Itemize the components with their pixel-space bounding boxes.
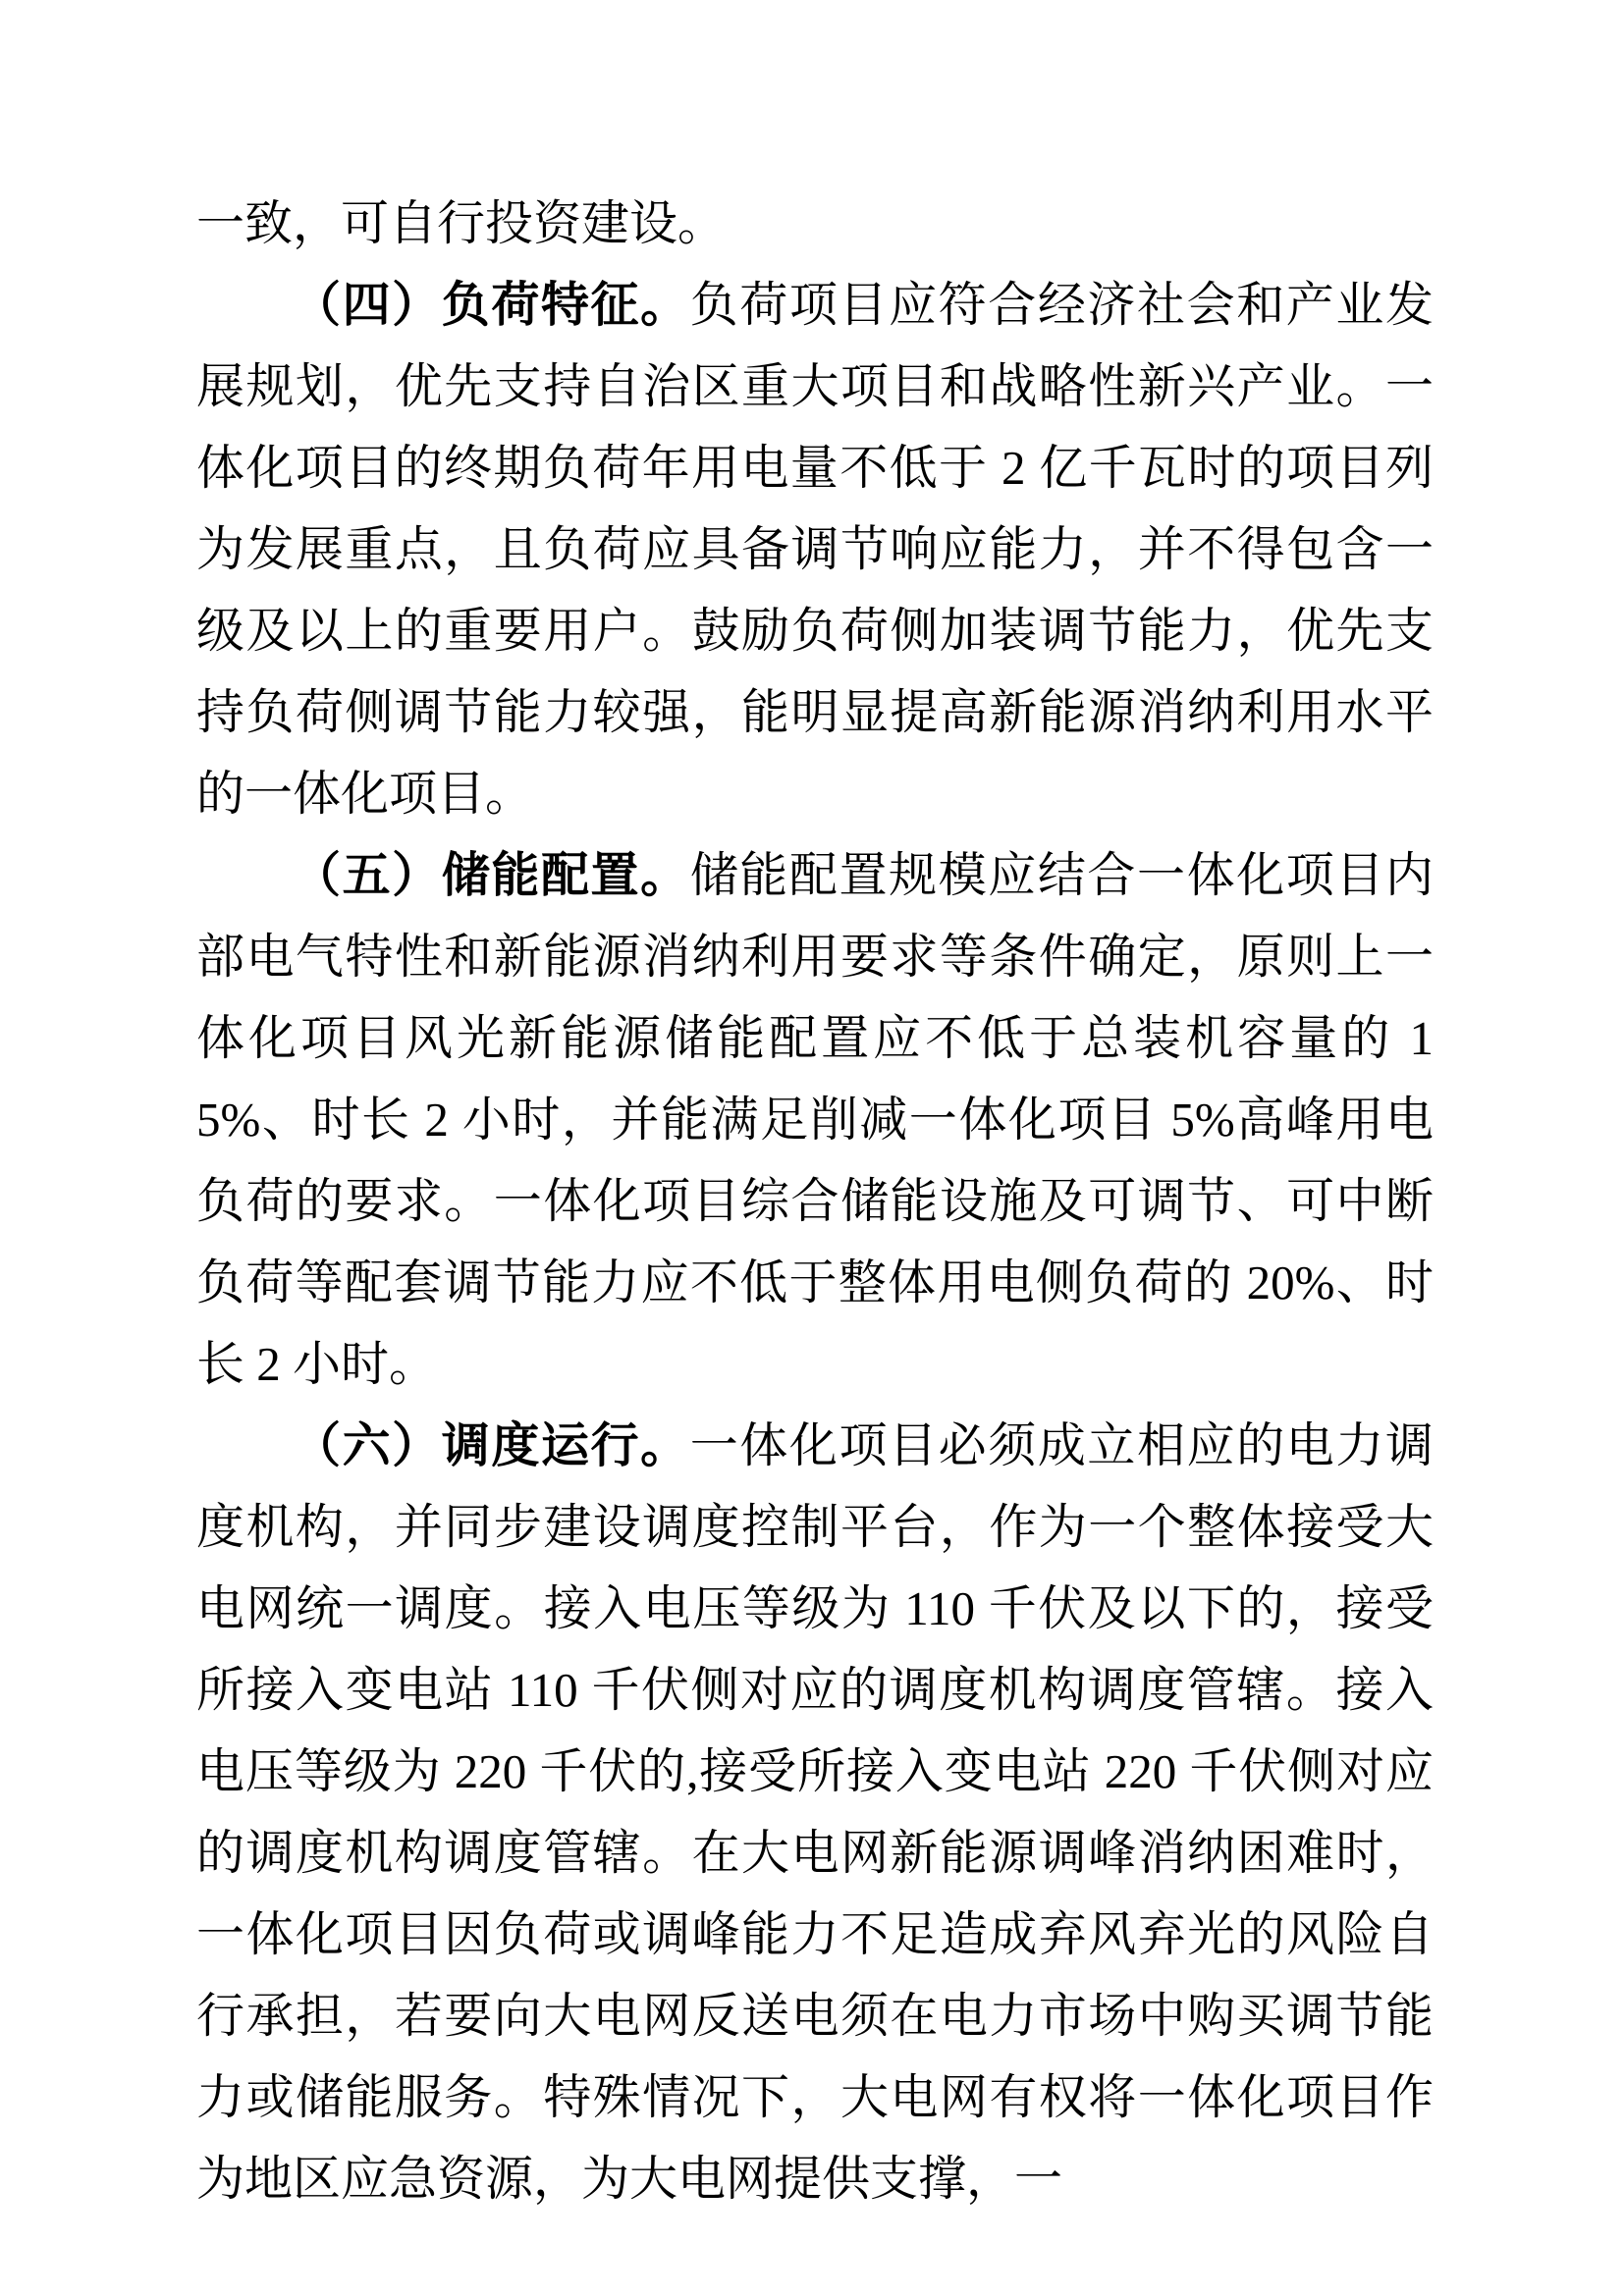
section-6-heading: （六）调度运行。 — [293, 1418, 690, 1472]
paragraph-section-5-storage-configuration — [196, 834, 1434, 1405]
section-4-heading: （四）负荷特征。 — [293, 278, 690, 332]
section-5-heading: （五）储能配置。 — [293, 848, 690, 902]
paragraph-section-4-load-characteristics — [196, 264, 1434, 834]
paragraph-section-6-dispatch-operation — [196, 1405, 1434, 2219]
paragraph-text: 一致，可自行投资建设。 — [196, 196, 727, 250]
section-4-body: 负荷项目应符合经济社会和产业发展规划，优先支持自治区重大项目和战略性新兴产业。一体化项目的终期负荷年用电量不低于 2 亿千瓦时的项目列为发展重点，且负荷应具备调节响应能力，并不得包含一级及以上的重要用户。鼓励负荷侧加装调节能力，优先支持负荷侧调节能力较强，能明显提高新能源消纳利用水平的一体化项目。 — [196, 278, 1434, 821]
section-6-body: 一体化项目必须成立相应的电力调度机构，并同步建设调度控制平台，作为一个整体接受大电网统一调度。接入电压等级为 110 千伏及以下的，接受所接入变电站 110 千伏侧对应的调度机构调度管辖。接入电压等级为 220 千伏的,接受所接入变电站 220 千伏侧对应的调度机构调度管辖。在大电网新能源调峰消纳困难时，一体化项目因负荷或调峰能力不足造成弃风弃光的风险自行承担，若要向大电网反送电须在电力市场中购买调节能力或储能服务。特殊情况下，大电网有权将一体化项目作为地区应急资源，为大电网提供支撑，一 — [196, 1418, 1434, 2206]
paragraph-intro-continuation — [196, 183, 1434, 264]
section-5-body: 储能配置规模应结合一体化项目内部电气特性和新能源消纳利用要求等条件确定，原则上一体化项目风光新能源储能配置应不低于总装机容量的 15%、时长 2 小时，并能满足削减一体化项目 5%高峰用电负荷的要求。一体化项目综合储能设施及可调节、可中断负荷等配套调节能力应不低于整体用电侧负荷的 20%、时长 2 小时。 — [196, 848, 1434, 1391]
